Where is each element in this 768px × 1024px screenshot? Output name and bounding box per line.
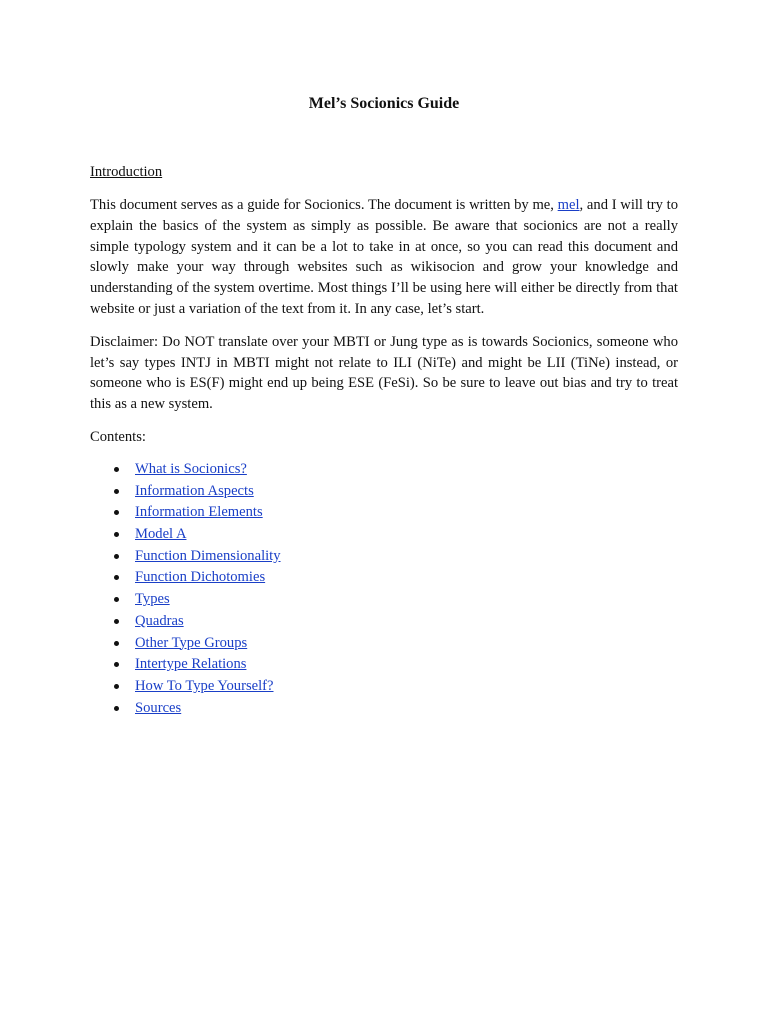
bullet-icon [114,662,119,667]
introduction-heading: Introduction [90,164,163,180]
document-title: Mel’s Socionics Guide [308,95,460,112]
toc-link-quadras[interactable]: Quadras [135,612,184,629]
bullet-icon [114,619,119,624]
document-body [90,162,678,719]
bullet-icon [114,489,119,494]
contents-item [90,611,678,633]
contents-item [90,633,678,655]
contents-item [90,676,678,698]
toc-link-model-a[interactable]: Model A [135,526,187,543]
toc-link-function-dimensionality[interactable]: Function Dimensionality [135,547,281,564]
contents-item [90,698,678,720]
bullet-icon [114,575,119,580]
toc-link-intertype-relations[interactable]: Intertype Relations [135,656,247,673]
contents-item [90,546,678,568]
toc-link-sources[interactable]: Sources [135,699,182,716]
bullet-icon [114,597,119,602]
bullet-icon [114,641,119,646]
contents-item [90,481,678,503]
contents-label: Contents: [90,428,146,445]
disclaimer-paragraph: Disclaimer: Do NOT translate over your MBTI or Jung type as is towards Socionics, someone who let’s say types INTJ in MBTI might not relate to ILI (NiTe) and might be LII (TiNe) instead, or someone who is ES(F) might end up being ESE (FeSi). So be sure to leave out bias and try to treat this as a new system. [90,333,678,413]
bullet-icon [114,467,119,472]
intro-text-start: This document serves as a guide for Socionics. The document is written by me, [90,197,558,213]
toc-link-how-to-type-yourself[interactable]: How To Type Yourself? [135,678,274,694]
bullet-icon [114,684,119,689]
intro-paragraph [90,195,678,320]
toc-link-information-elements[interactable]: Information Elements [135,504,263,521]
toc-link-types[interactable]: Types [135,591,170,608]
bullet-icon [114,532,119,537]
contents-item [90,589,678,611]
bullet-icon [114,510,119,515]
contents-item [90,654,678,676]
contents-item [90,567,678,589]
contents-list [90,459,678,719]
contents-item [90,459,678,481]
toc-link-what-is-socionics[interactable]: What is Socionics? [135,460,247,477]
toc-link-other-type-groups[interactable]: Other Type Groups [135,634,248,651]
toc-link-function-dichotomies[interactable]: Function Dichotomies [135,569,266,586]
toc-link-information-aspects[interactable]: Information Aspects [135,482,254,499]
bullet-icon [114,554,119,559]
intro-text-end: , and I will try to explain the basics of the system as simply as possible. Be aware that socionics are not a really simple typology system and it can be a lot to take in at once, so you can read this document and slowly make your way through websites such as wikisocion and grow your knowledge and understanding of the system overtime. Most things I’ll be using here will either be directly from that website or just a variation of the text from it. In any case, let’s start. [90,197,678,317]
bullet-icon [114,706,119,711]
author-link[interactable]: mel [557,197,580,213]
contents-item [90,502,678,524]
contents-item [90,524,678,546]
